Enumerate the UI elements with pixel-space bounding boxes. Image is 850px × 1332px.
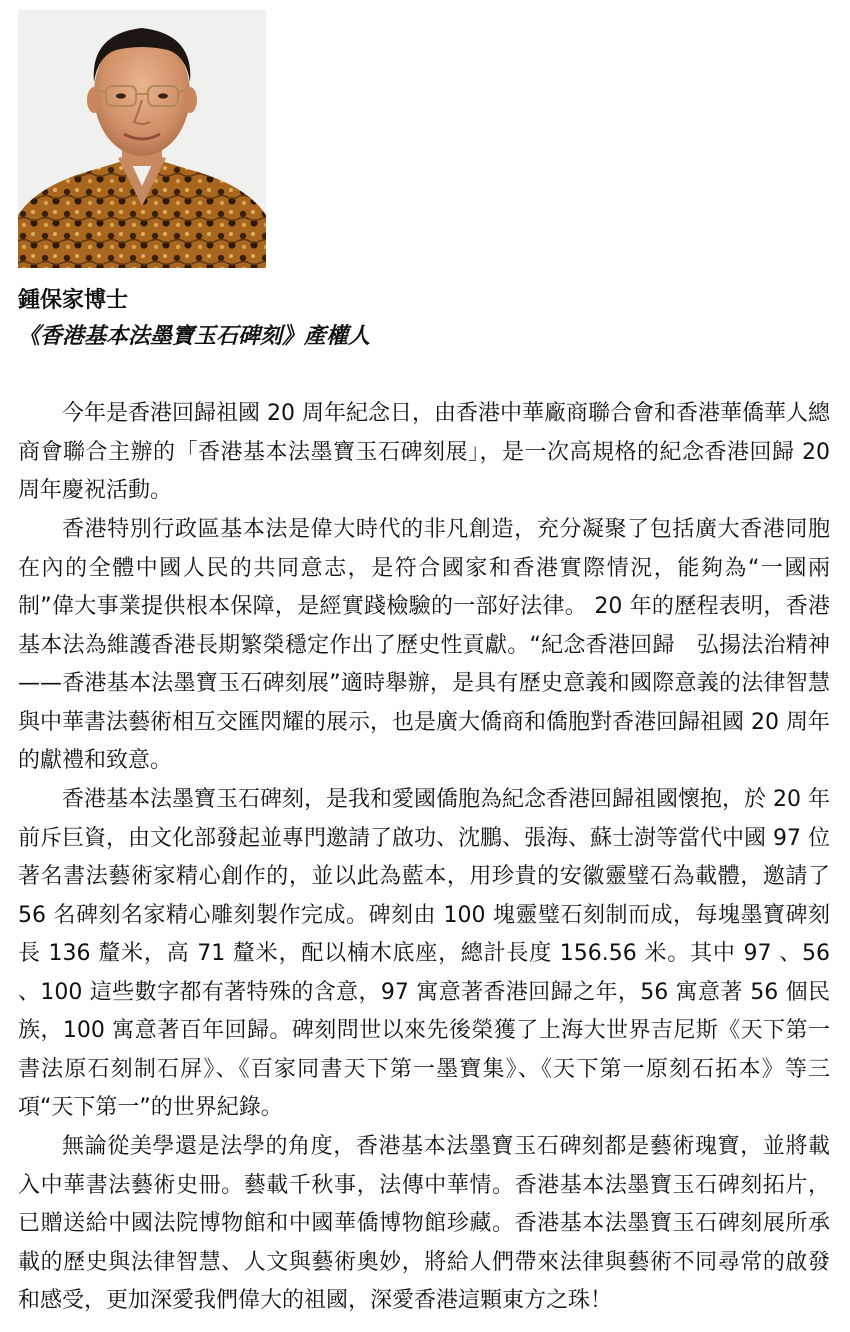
person-role: 《香港基本法墨寶玉石碑刻》產權人	[18, 324, 371, 349]
article-paragraph: 香港特別行政區基本法是偉大時代的非凡創造，充分凝聚了包括廣大香港同胞在內的全體中國人民的共同意志，是符合國家和香港實際情況，能夠為“一國兩制”偉大事業提供根本保障，是經實踐檢驗的一部好法律。 20 年的歷程表明，香港基本法為維護香港長期繁榮穩定作出了歷史性貢獻。“紀念香港回歸 弘揚法治精神——香港基本法墨寶玉石碑刻展”適時舉辦，是具有歷史意義和國際意義的法律智慧與中華書法藝術相互交匯閃耀的展示，也是廣大僑商和僑胞對香港回歸祖國 20 周年的獻禮和致意。	[18, 517, 830, 773]
portrait-photo	[18, 10, 266, 268]
article-paragraph: 無論從美學還是法學的角度，香港基本法墨寶玉石碑刻都是藝術瑰寶，並將載入中華書法藝術史冊。藝載千秋事，法傳中華情。香港基本法墨寶玉石碑刻拓片，已贈送給中國法院博物館和中國華僑博物館珍藏。香港基本法墨寶玉石碑刻展所承載的歷史與法律智慧、人文與藝術奧妙，將給人們帶來法律與藝術不同尋常的啟發和感受，更加深愛我們偉大的祖國，深愛香港這顆東方之珠！	[18, 1134, 830, 1313]
article-paragraph: 今年是香港回歸祖國 20 周年紀念日，由香港中華廠商聯合會和香港華僑華人總商會聯合主辦的「香港基本法墨寶玉石碑刻展」，是一次高規格的紀念香港回歸 20 周年慶祝活動。	[18, 401, 830, 503]
article-paragraph: 香港基本法墨寶玉石碑刻，是我和愛國僑胞為紀念香港回歸祖國懷抱，於 20 年前斥巨資，由文化部發起並專門邀請了啟功、沈鵬、張海、蘇士澍等當代中國 97 位著名書法藝術家精心創作的，並以此為藍本，用珍貴的安徽靈璧石為載體，邀請了 56 名碑刻名家精心雕刻製作完成。碑刻由 100 塊靈璧石刻制而成，每塊墨寶碑刻長 136 釐米，高 71 釐米，配以楠木底座，總計長度 156.56 米。其中 97 、56 、100 這些數字都有著特殊的含意，97 寓意著香港回歸之年，56 寓意著 56 個民族，100 寓意著百年回歸。碑刻問世以來先後榮獲了上海大世界吉尼斯《天下第一書法原石刻制石屏》、《百家同書天下第一墨寶集》、《天下第一原刻石拓本》等三項“天下第一”的世界紀錄。	[18, 787, 830, 1120]
person-name: 鍾保家博士	[18, 288, 129, 313]
